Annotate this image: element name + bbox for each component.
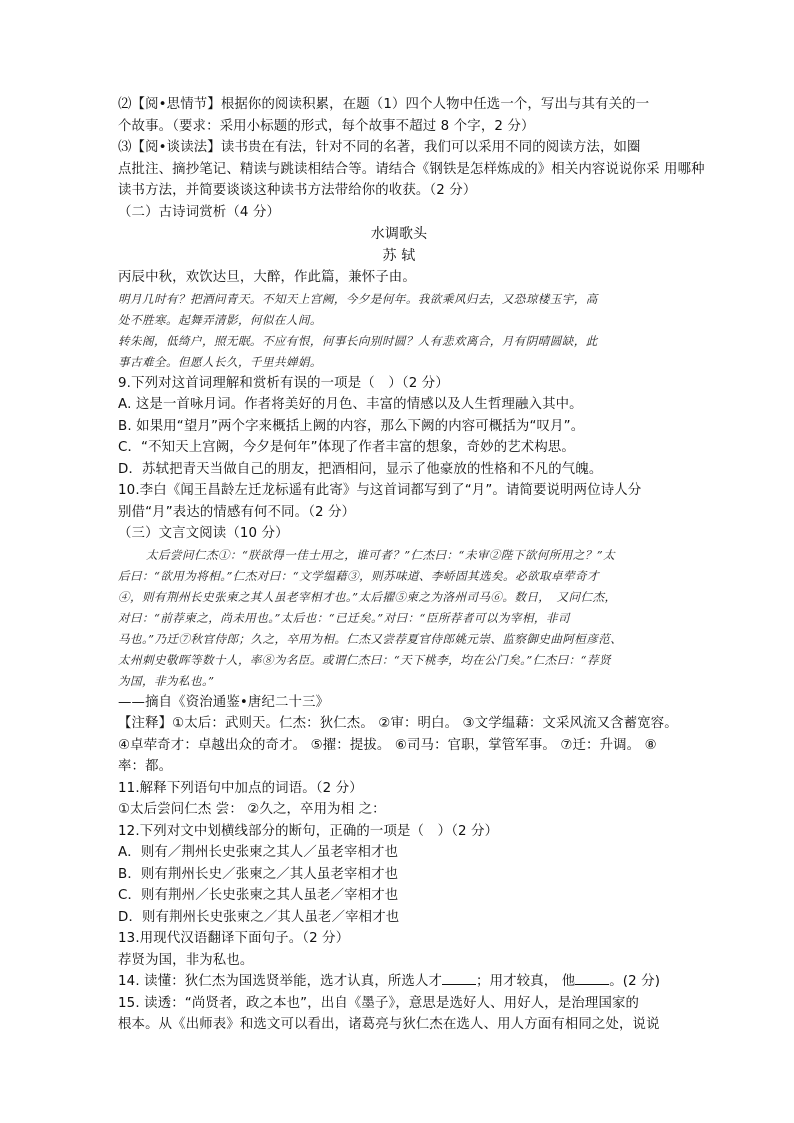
- notes-line3: 率：都。: [118, 759, 173, 774]
- q11-items: ①太后尝问仁杰 尝： ②久之，卒用为相 之：: [118, 802, 386, 817]
- q15-line1: 15. 读透：“尚贤者，政之本也”，出自《墨子》，意思是选好人、用好人，是治理国家的: [118, 995, 640, 1011]
- notes-line2: ④卓荦奇才：卓越出众的奇才。 ⑤擢：提拔。 ⑥司马：官职，掌管军事。 ⑦迁：升调。 ⑧: [118, 737, 657, 753]
- q11-stem: 11.解释下列语句中加点的词语。（2 分）: [118, 780, 363, 796]
- q9-option-a: A. 这是一首咏月词。作者将美好的月色、丰富的情感以及人生哲理融入其中。: [118, 397, 583, 412]
- q8-3-line3: 读书方法，并简要谈谈这种读书方法带给你的收获。（2 分）: [118, 183, 477, 198]
- q12-option-c: C．则有荆州／长史张柬之其人虽老／宰相才也: [118, 888, 399, 903]
- q12-option-b: B．则有荆州长史／张柬之／其人虽老宰相才也: [118, 866, 399, 882]
- q14-part3: 。(2 分): [609, 974, 661, 989]
- q14-part2: ；用才较真， 他: [476, 974, 576, 989]
- section-3-heading: （三）文言文阅读（10 分）: [118, 526, 289, 541]
- q14-part1: 14. 读懂：狄仁杰为国选贤举能，选才认真，所选人才: [118, 974, 443, 989]
- q8-2-line2: 个故事。（要求：采用小标题的形式，每个故事不超过 8 个字，2 分）: [118, 118, 535, 134]
- source-citation: ——摘自《资治通鉴•唐纪二十三》: [118, 694, 330, 710]
- q9-option-d: D．苏轼把青天当做自己的朋友，把酒相问，显示了他豪放的性格和不凡的气魄。: [118, 461, 603, 477]
- q10-line2: 别借“月”表达的情感有何不同。（2 分）: [118, 504, 356, 520]
- q8-3-line2: 点批注、摘抄笔记、精读与跳读相结合等。请结合《钢铁是怎样炼成的》相关内容说说你采 用哪种: [118, 161, 705, 177]
- classical-text-line: 对曰：“前荐柬之，尚未用也。”太后也：“已迁矣。”对曰：“臣所荐者可以为宰相，非司: [118, 610, 570, 625]
- q15-line2: 根本。从《出师表》和选文可以看出，诸葛亮与狄仁杰在选人、用人方面有相同之处，说说: [118, 1017, 660, 1032]
- q9-stem: 9.下列对这首词理解和赏析有误的一项是（ ）（2 分）: [118, 375, 449, 391]
- q14-blank-2[interactable]: [575, 971, 609, 985]
- poem-body-line: 处不胜寒。起舞弄清影，何似在人间。: [118, 312, 322, 327]
- q12-option-d: D．则有荆州长史张柬之／其人虽老／宰相才也: [118, 909, 400, 925]
- q13-sentence: 荐贤为国，非为私也。: [118, 952, 254, 968]
- poem-preface: 丙辰中秋，欢饮达旦，大醉，作此篇，兼怀子由。: [118, 270, 416, 285]
- classical-text-line: ④，则有荆州长史张柬之其人虽老宰相才也。”太后擢⑤柬之为洛州司马⑥。数日， 又问仁杰，: [118, 589, 617, 604]
- q14-line: [118, 971, 680, 993]
- q13-stem: 13.用现代汉语翻译下面句子。（2 分）: [118, 931, 350, 946]
- q12-option-a: A．则有／荆州长史张柬之其人／虽老宰相才也: [118, 845, 399, 860]
- notes-line1: 【注释】①太后：武则天。仁杰：狄仁杰。 ②审：明白。 ③文学缊藉：文采风流又含蓄宽容。: [118, 716, 678, 731]
- q8-3-line1: ⑶【阅•谈读法】读书贵在有法，针对不同的名著，我们可以采用不同的阅读方法，如圈: [118, 140, 641, 155]
- classical-text-line: 后曰：“欲用为将相。”仁杰对曰：“文学缊藉③，则苏味道、李峤固其选矣。必欲取卓荦奇才: [118, 568, 599, 583]
- classical-text-line: 为国，非为私也。”: [118, 673, 215, 688]
- q10-line1: 10.李白《闻王昌龄左迁龙标遥有此寄》与这首词都写到了“月”。请简要说明两位诗人分: [118, 483, 642, 498]
- section-2-heading: （二）古诗词赏析（4 分）: [118, 204, 281, 220]
- q9-option-c: C．“不知天上宫阙，今夕是何年”体现了作者丰富的想象，奇妙的艺术构思。: [118, 440, 575, 455]
- q9-option-b: B. 如果用“望月”两个字来概括上阙的内容，那么下阙的内容可概括为“叹月”。: [118, 418, 585, 434]
- q14-blank-1[interactable]: [442, 971, 476, 985]
- classical-text-line: 马也。”乃迁⑦秋官侍郎；久之，卒用为相。仁杰又尝荐夏官侍郎姚元崇、监察御史曲阿桓彦范、: [118, 631, 623, 646]
- classical-text-line: 太州刺史敬晖等数十人，率⑧为名臣。或谓仁杰曰：“天下桃李，均在公门矣。”仁杰曰：“荐贤: [118, 652, 611, 667]
- q8-2-line1: ⑵【阅•思情节】根据你的阅读积累，在题（1）四个人物中任选一个，写出与其有关的一: [118, 97, 650, 112]
- poem-body-line: 明月几时有？把酒问青天。不知天上宫阙，今夕是何年。我欲乘风归去，又恐琼楼玉宇，高: [118, 291, 598, 306]
- poem-author: 苏 轼: [382, 248, 416, 264]
- poem-body-line: 事古难全。但愿人长久，千里共婵娟。: [118, 354, 322, 369]
- q12-stem: 12.下列对文中划横线部分的断句，正确的一项是（ ）（2 分）: [118, 823, 499, 839]
- exam-page: [118, 94, 705, 1036]
- poem-body-line: 转朱阁，低绮户，照无眠。不应有恨，何事长向别时圆？人有悲欢离合，月有阴晴圆缺，此: [118, 333, 598, 348]
- poem-title: 水调歌头: [370, 226, 428, 242]
- classical-text-line: 太后尝问仁杰①：“朕欲得一佳士用之，谁可者？”仁杰曰：“未审②陛下欲何所用之？”太: [146, 547, 616, 562]
